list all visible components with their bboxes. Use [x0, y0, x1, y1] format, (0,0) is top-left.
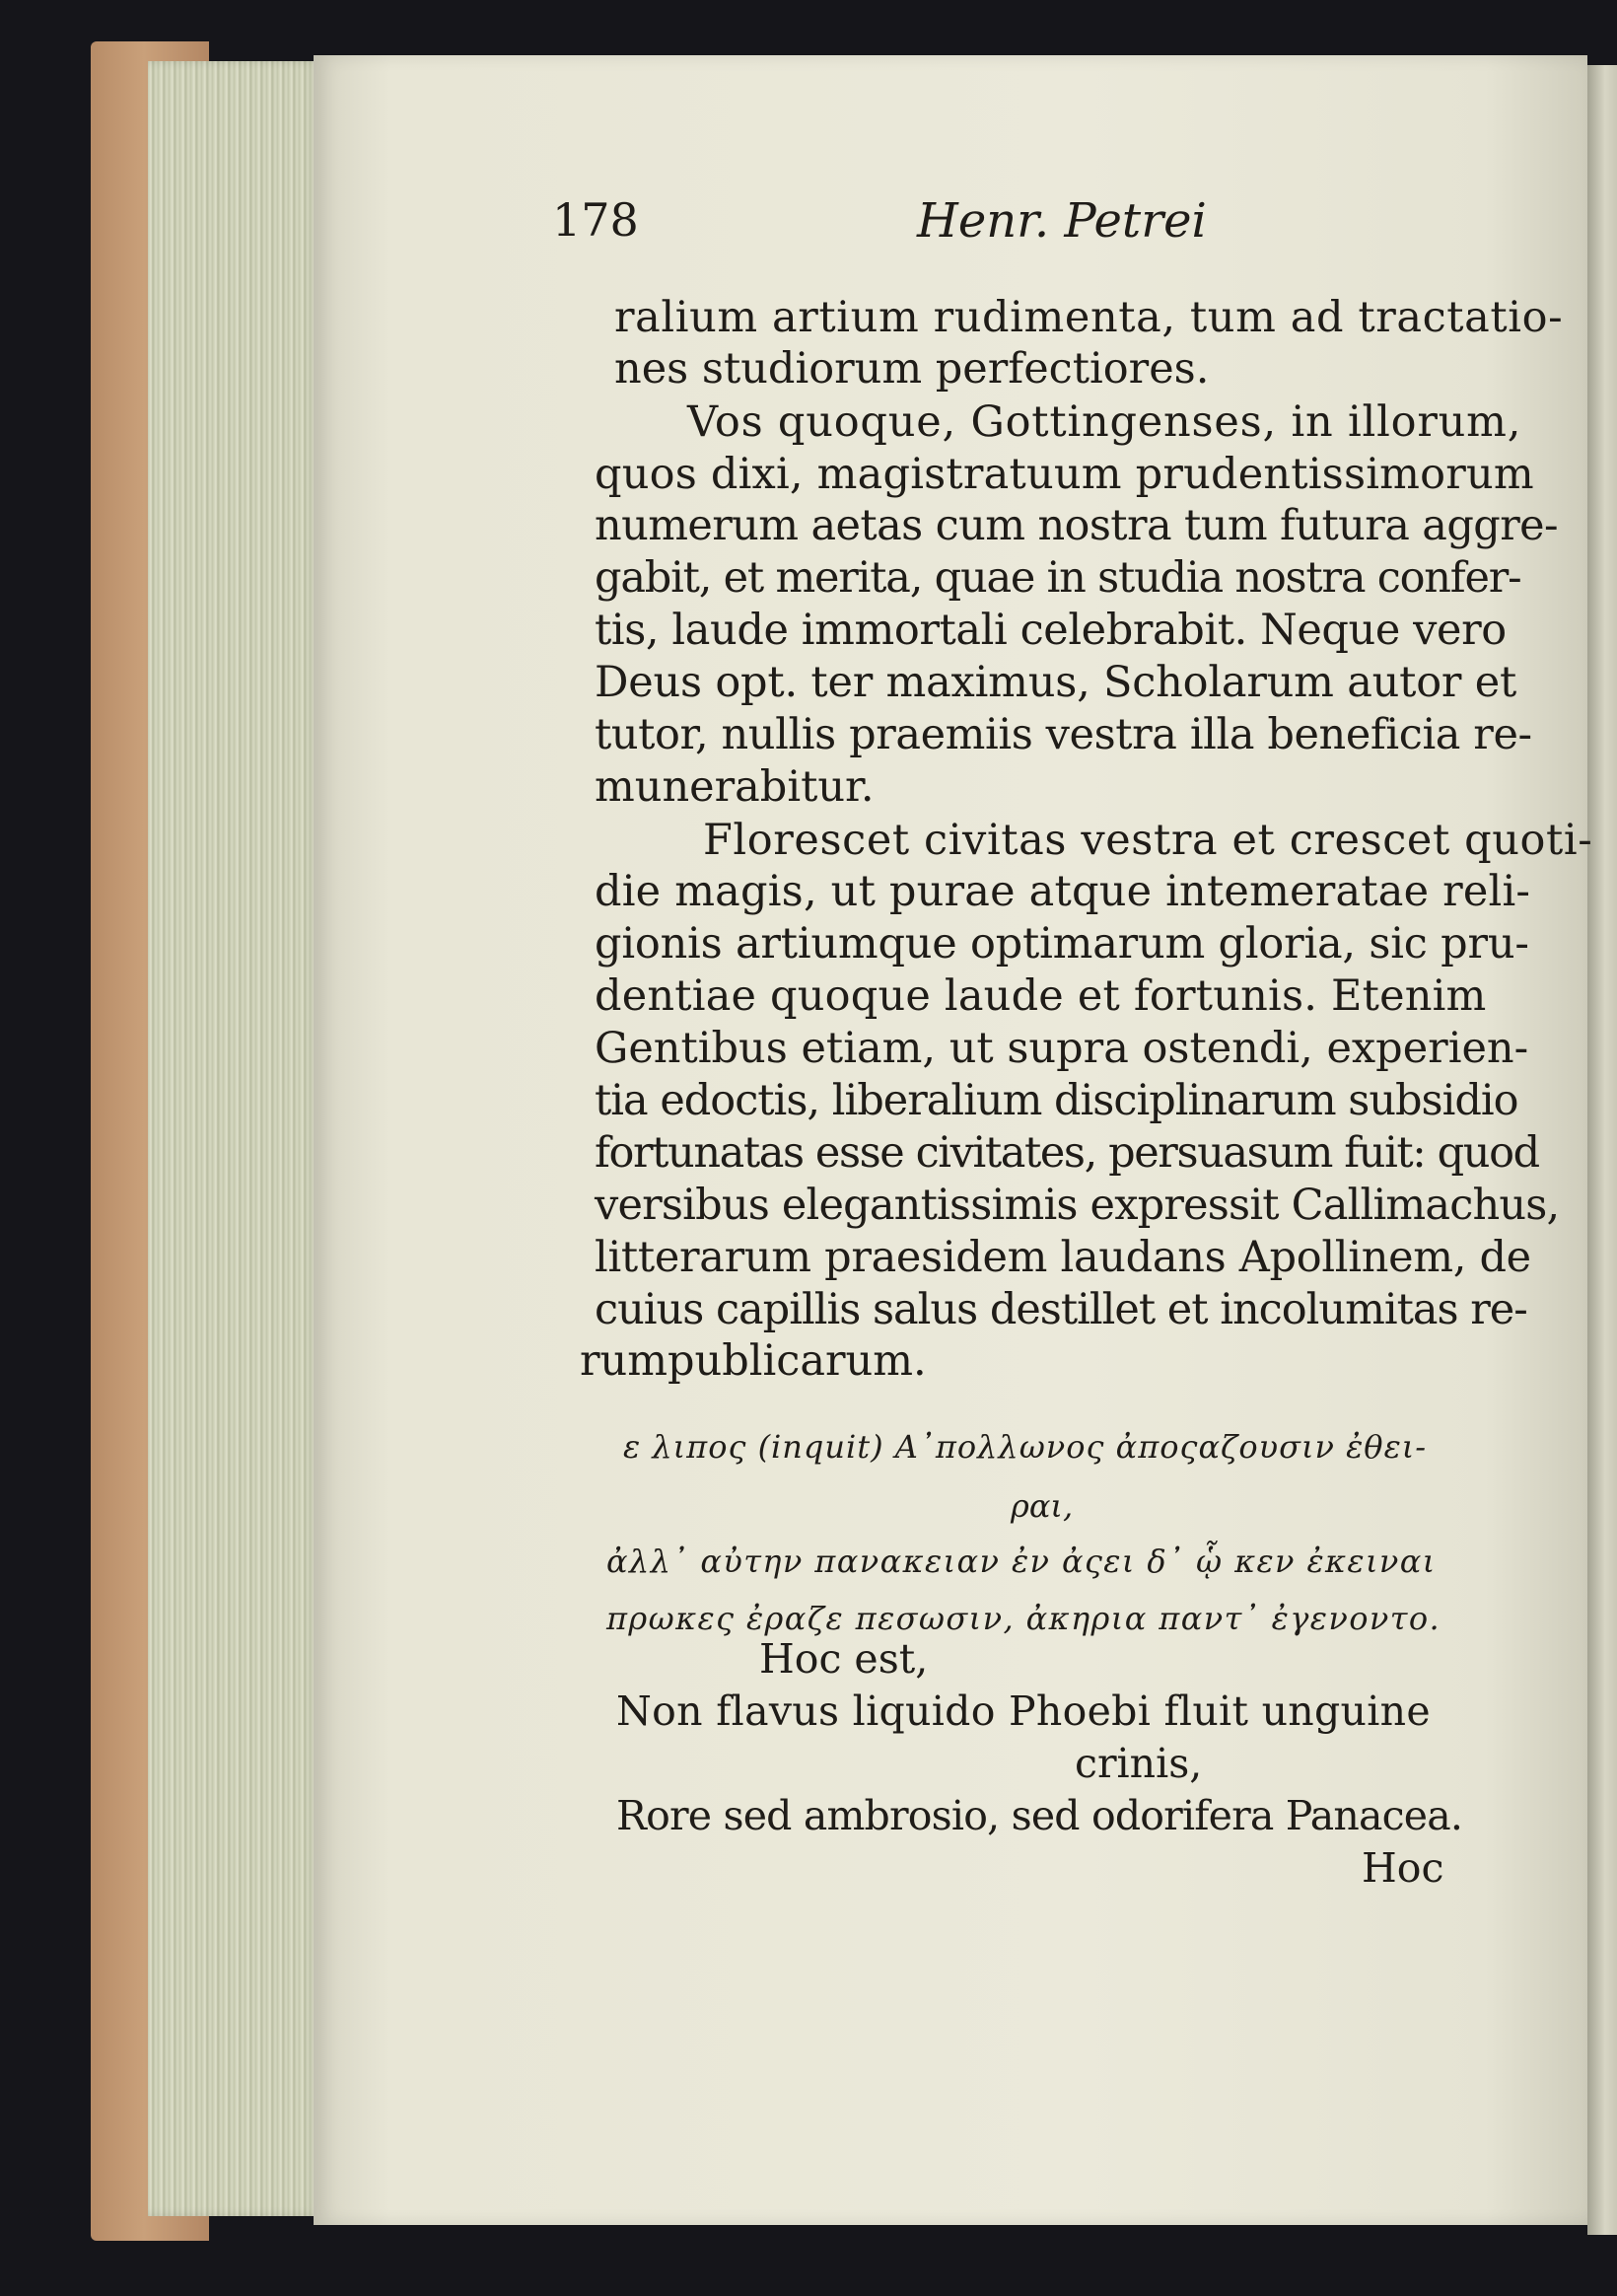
translation-line: Non flavus liquido Phoebi fluit unguine [616, 1687, 1431, 1735]
body-line: gionis artiumque optimarum gloria, sic pru- [595, 919, 1529, 969]
body-line: gabit, et merita, quae in studia nostra confer- [595, 553, 1521, 603]
body-line: rumpublicarum. [580, 1336, 927, 1386]
body-line: munerabitur. [595, 762, 875, 812]
page-number: 178 [552, 193, 639, 247]
body-line: fortunatas esse civitates, persuasum fuit: quod [595, 1128, 1539, 1178]
greek-verse-line: πρωκες ἐραζε πεσωσιν, ἀκηρια παντ᾿ ἐγενοντο. [606, 1600, 1441, 1637]
body-line: tia edoctis, liberalium disciplinarum subsidio [595, 1076, 1518, 1125]
greek-verse-line: ἀλλ᾿ αὐτην πανακειαν ἐν ἀςει δ᾿ ᾧ κεν ἐκειναι [606, 1543, 1437, 1580]
running-head: Henr. Petrei [917, 193, 1207, 249]
body-line: cuius capillis salus destillet et incolumitas re- [595, 1285, 1527, 1334]
body-line: dentiae quoque laude et fortunis. Etenim [595, 971, 1487, 1021]
facing-page-edge [1587, 65, 1617, 2235]
catchword: Hoc [1362, 1844, 1444, 1892]
body-line: Vos quoque, Gottingenses, in illorum, [687, 397, 1522, 447]
body-line: litterarum praesidem laudans Apollinem, de [595, 1233, 1531, 1282]
body-line: numerum aetas cum nostra tum futura aggre- [595, 501, 1558, 550]
body-line: tis, laude immortali celebrabit. Neque vero [595, 606, 1507, 655]
body-line: tutor, nullis praemiis vestra illa beneficia re- [595, 710, 1532, 759]
body-line: Florescet civitas vestra et crescet quoti- [703, 816, 1593, 865]
page-edges [148, 61, 320, 2216]
body-line: nes studiorum perfectiores. [614, 344, 1210, 394]
greek-verse-line: ε λιπος (inquit) Α᾿πολλωνος ἀποςαζουσιν ἐθει- [623, 1428, 1428, 1466]
body-line: Gentibus etiam, ut supra ostendi, experien- [595, 1024, 1529, 1073]
greek-verse-line: ραι, [1011, 1487, 1074, 1525]
body-line: ralium artium rudimenta, tum ad tractatio- [614, 293, 1564, 342]
translation-line: crinis, [1075, 1740, 1203, 1787]
body-line: versibus elegantissimis expressit Callimachus, [595, 1181, 1560, 1230]
body-line: Deus opt. ter maximus, Scholarum autor et [595, 658, 1517, 707]
body-line: quos dixi, magistratuum prudentissimorum [595, 450, 1534, 499]
body-line: die magis, ut purae atque intemeratae reli- [595, 867, 1531, 916]
translation-line: Hoc est, [759, 1635, 929, 1683]
translation-line: Rore sed ambrosio, sed odorifera Panacea. [616, 1792, 1463, 1839]
